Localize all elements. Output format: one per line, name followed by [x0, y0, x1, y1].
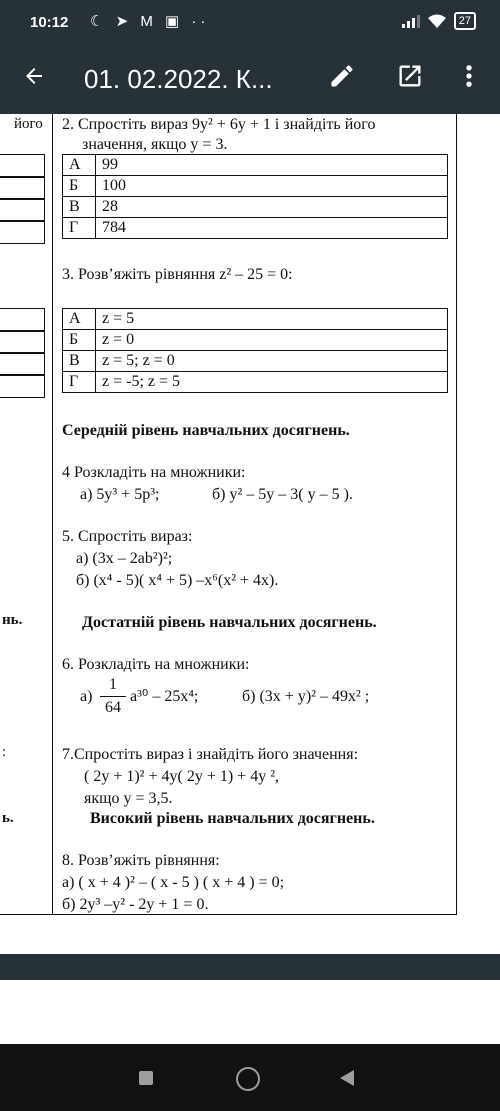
signal-icon: [402, 14, 420, 28]
q8-part-a: а) ( х + 4 )² – ( х - 5 ) ( х + 4 ) = 0;: [62, 874, 285, 891]
q2-text-line2: значення, якщо у = 3.: [82, 136, 228, 153]
battery-icon: 27: [454, 12, 476, 30]
q8-part-b: б) 2у³ –у² - 2у + 1 = 0.: [62, 896, 209, 913]
left-column-fragment: [0, 114, 53, 914]
level-heading-high: Високий рівень навчальних досягнень.: [90, 810, 375, 827]
table-row: [63, 351, 448, 372]
q3-options-table: [62, 308, 448, 393]
status-time: 10:12: [30, 14, 69, 31]
q8-text: 8. Розв’яжіть рівняння:: [62, 852, 220, 869]
notification-icons: ☾ ➤ M ▣ ··: [90, 13, 210, 30]
left-table-cell: [0, 154, 45, 178]
level-heading-sufficient: Достатній рівень навчальних досягнень.: [82, 614, 377, 631]
table-row: [63, 330, 448, 351]
q6-part-b: б) (3х + у)² – 49х² ;: [242, 688, 370, 705]
page-title: 01. 02.2022. К...: [84, 64, 273, 94]
q7-text: 7.Спростіть вираз і знайдіть його значення:: [62, 746, 359, 763]
option-letter: Б: [63, 330, 96, 351]
q2-options-table: [62, 154, 448, 239]
app-bar: [0, 48, 500, 114]
home-icon[interactable]: [236, 1067, 260, 1091]
option-value: z = 5: [96, 309, 448, 330]
option-value: 784: [96, 218, 448, 239]
bottom-border: [0, 914, 457, 915]
fraction-bar: [100, 696, 126, 697]
table-row: [63, 176, 448, 197]
table-row: [63, 155, 448, 176]
left-table-cell: [0, 330, 45, 354]
q3-text: 3. Розв’яжіть рівняння z² – 25 = 0:: [62, 266, 293, 283]
option-value: z = 0: [96, 330, 448, 351]
left-table-cell: [0, 352, 45, 376]
left-table-cell: [0, 198, 45, 222]
option-letter: В: [63, 351, 96, 372]
option-letter: В: [63, 197, 96, 218]
left-table-cell: [0, 308, 45, 332]
option-letter: А: [63, 309, 96, 330]
q5-part-b: б) (х⁴ - 5)( х⁴ + 5) –х⁶(х² + 4х).: [76, 572, 279, 589]
left-table-cell: [0, 176, 45, 200]
back-arrow-icon[interactable]: [22, 64, 46, 93]
q6-part-a-rest: а³⁰ – 25х⁴;: [130, 688, 199, 705]
left-fragment-text: нь.: [2, 612, 23, 628]
q2-text-line1: 2. Спростіть вираз 9у² + 6у + 1 і знайдіть його: [62, 116, 376, 133]
left-fragment-text: ь.: [2, 810, 14, 826]
option-value: 100: [96, 176, 448, 197]
recent-apps-icon[interactable]: [139, 1071, 153, 1085]
q5-text: 5. Спростіть вираз:: [62, 528, 193, 545]
fraction-denominator: 64: [105, 699, 121, 716]
q7-condition: якщо у = 3,5.: [84, 790, 173, 807]
q6-fraction: [100, 676, 126, 717]
q6-text: 6. Розкладіть на множники:: [62, 656, 250, 673]
right-border: [456, 114, 457, 914]
option-value: z = 5; z = 0: [96, 351, 448, 372]
system-navigation-bar: [0, 1044, 500, 1111]
level-heading-middle: Середній рівень навчальних досягнень.: [62, 422, 350, 439]
option-letter: Б: [63, 176, 96, 197]
wifi-icon: [428, 14, 446, 28]
open-external-icon[interactable]: [396, 62, 424, 95]
option-value: z = -5; z = 5: [96, 372, 448, 393]
q4-part-b: б) у² – 5у – 3( у – 5 ).: [212, 486, 353, 503]
table-row: [63, 197, 448, 218]
option-letter: Г: [63, 372, 96, 393]
document-view[interactable]: [0, 114, 500, 954]
left-fragment-text: :: [2, 744, 7, 760]
q4-text: 4 Розкладіть на множники:: [62, 464, 246, 481]
q6-part-a-prefix: а): [80, 688, 93, 705]
q7-expression: ( 2у + 1)² + 4у( 2у + 1) + 4у ²,: [84, 768, 279, 785]
option-letter: Г: [63, 218, 96, 239]
edit-pencil-icon[interactable]: [328, 62, 356, 95]
system-icons: [402, 12, 476, 30]
left-table-cell: [0, 220, 45, 244]
option-letter: А: [63, 155, 96, 176]
back-triangle-icon[interactable]: [340, 1070, 354, 1086]
option-value: 99: [96, 155, 448, 176]
more-options-icon[interactable]: [464, 62, 474, 95]
status-bar: [0, 0, 500, 48]
table-row: [63, 372, 448, 393]
left-table-cell: [0, 374, 45, 398]
table-row: [63, 218, 448, 239]
empty-area: [0, 980, 500, 1044]
q5-part-a: а) (3х – 2аb²)²;: [76, 550, 173, 567]
fraction-numerator: 1: [109, 676, 117, 693]
q4-part-a: а) 5у³ + 5р³;: [80, 486, 160, 503]
option-value: 28: [96, 197, 448, 218]
table-row: [63, 309, 448, 330]
bottom-dark-bar: [0, 954, 500, 980]
left-fragment-text: його: [14, 116, 43, 132]
